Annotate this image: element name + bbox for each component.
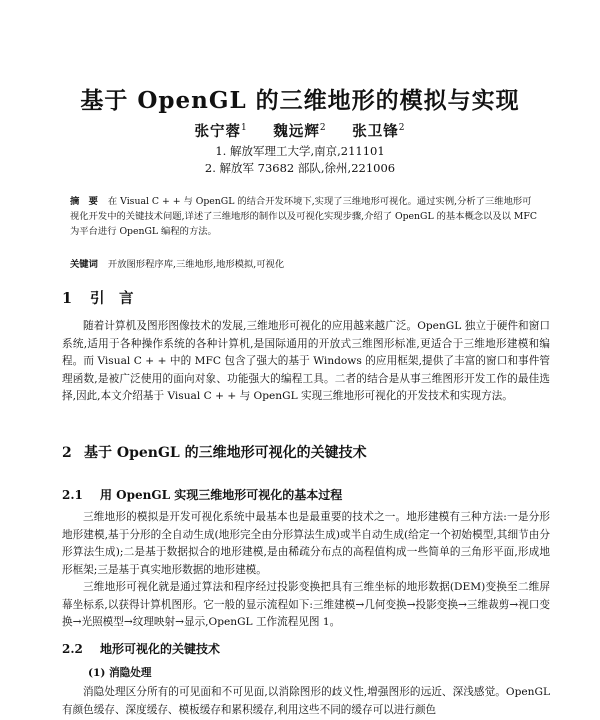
paragraph: 随着计算机及图形图像技术的发展,三维地形可视化的应用越来越广泛。OpenGL 独立于硬件和窗口系统,适用于各种操作系统的各种计算机,是国际通用的开放式三维图形标准,更适合于三维地形建模和编程。而 Visual C + + 中的 MFC 包含了强大的基于 Windows 的应用框架,提供了丰富的窗口和事件管理函数,是被广泛使用的面向对象、功能强大的编程工具。二者的结合是从事三维图形开发工作的最佳选择,因此,本文介绍基于 Visual C + + 与 OpenGL 实现三维地形可视化的开发技术和实现方法。 <box>62 320 550 402</box>
subsection-number: 2.2 <box>62 642 83 656</box>
abstract-text: 在 Visual C + + 与 OpenGL 的结合开发环境下,实现了三维地形可视化。通过实例,分析了三维地形可视化开发中的关键技术问题,详述了三维地形的制作以及可视化实现步骤,介绍了 OpenGL 的基本概念以及以 MFC 为平台进行 OpenGL 编程的方法。 <box>70 196 537 237</box>
author <box>195 124 248 140</box>
section-heading <box>62 287 134 308</box>
abstract-label: 摘 要 <box>70 196 98 207</box>
subsection-title: 地形可视化的关键技术 <box>100 642 221 656</box>
author-name: 张宁蓉 <box>194 123 242 140</box>
keywords-text: 开放图形程序库,三维地形,地形模拟,可视化 <box>107 259 285 270</box>
author <box>273 124 326 140</box>
author-name: 张卫锋 <box>352 123 399 140</box>
subsection-heading <box>62 486 342 503</box>
paper-title: 基于 OpenGL 的三维地形的模拟与实现 <box>80 87 520 114</box>
paragraph: 三维地形可视化就是通过算法和程序经过投影变换把具有三维坐标的地形数据(DEM)变换至二维屏幕坐标系,以获得计算机图形。它一般的显示流程如下:三维建模→几何变换→投影变换→三维裁剪→视口变换→光照模型→纹理映射→显示,OpenGL 工作流程见图 1。 <box>62 581 550 628</box>
sub-item-heading: (1) 消隐处理 <box>88 667 152 679</box>
abstract <box>70 194 538 239</box>
section-title: 基于 OpenGL 的三维地形可视化的关键技术 <box>84 445 367 461</box>
author-name: 魏远辉 <box>273 123 320 140</box>
subsection-title: 用 OpenGL 实现三维地形可视化的基本过程 <box>100 488 343 502</box>
section-title: 引 言 <box>90 290 134 307</box>
section-heading <box>62 442 367 462</box>
section-number: 1 <box>62 290 73 307</box>
section-number: 2 <box>62 445 72 461</box>
keywords-label: 关键词 <box>70 259 98 270</box>
affiliation: 2. 解放军 73682 部队,徐州,221006 <box>204 161 396 175</box>
affiliation: 1. 解放军理工大学,南京,211101 <box>215 144 385 158</box>
keywords <box>70 256 538 270</box>
subsection-number: 2.1 <box>62 488 83 502</box>
author <box>352 124 405 140</box>
author-affil-mark: 2 <box>319 123 327 134</box>
author-affil-mark: 2 <box>398 123 406 134</box>
paragraph: 三维地形的模拟是开发可视化系统中最基本也是最重要的技术之一。地形建模有三种方法:一是分形地形建模,基于分形的全自动生成(地形完全由分形算法生成)或半自动生成(给定一个初始模型,其细节由分形算法生成);二是基于数据拟合的地形建模,是由稀疏分布点的高程值构成一些简单的三角形平面,形成地形框架;三是基于真实地形数据的地形建模。 <box>62 511 550 576</box>
author-list <box>0 120 600 141</box>
author-affil-mark: 1 <box>241 123 248 134</box>
paragraph: 消隐处理区分所有的可见面和不可见面,以消除图形的歧义性,增强图形的远近、深浅感觉。OpenGL 有颜色缓存、深度缓存、模板缓存和累积缓存,利用这些不同的缓存可以进行颜色 <box>62 686 550 716</box>
subsection-heading <box>62 640 220 657</box>
